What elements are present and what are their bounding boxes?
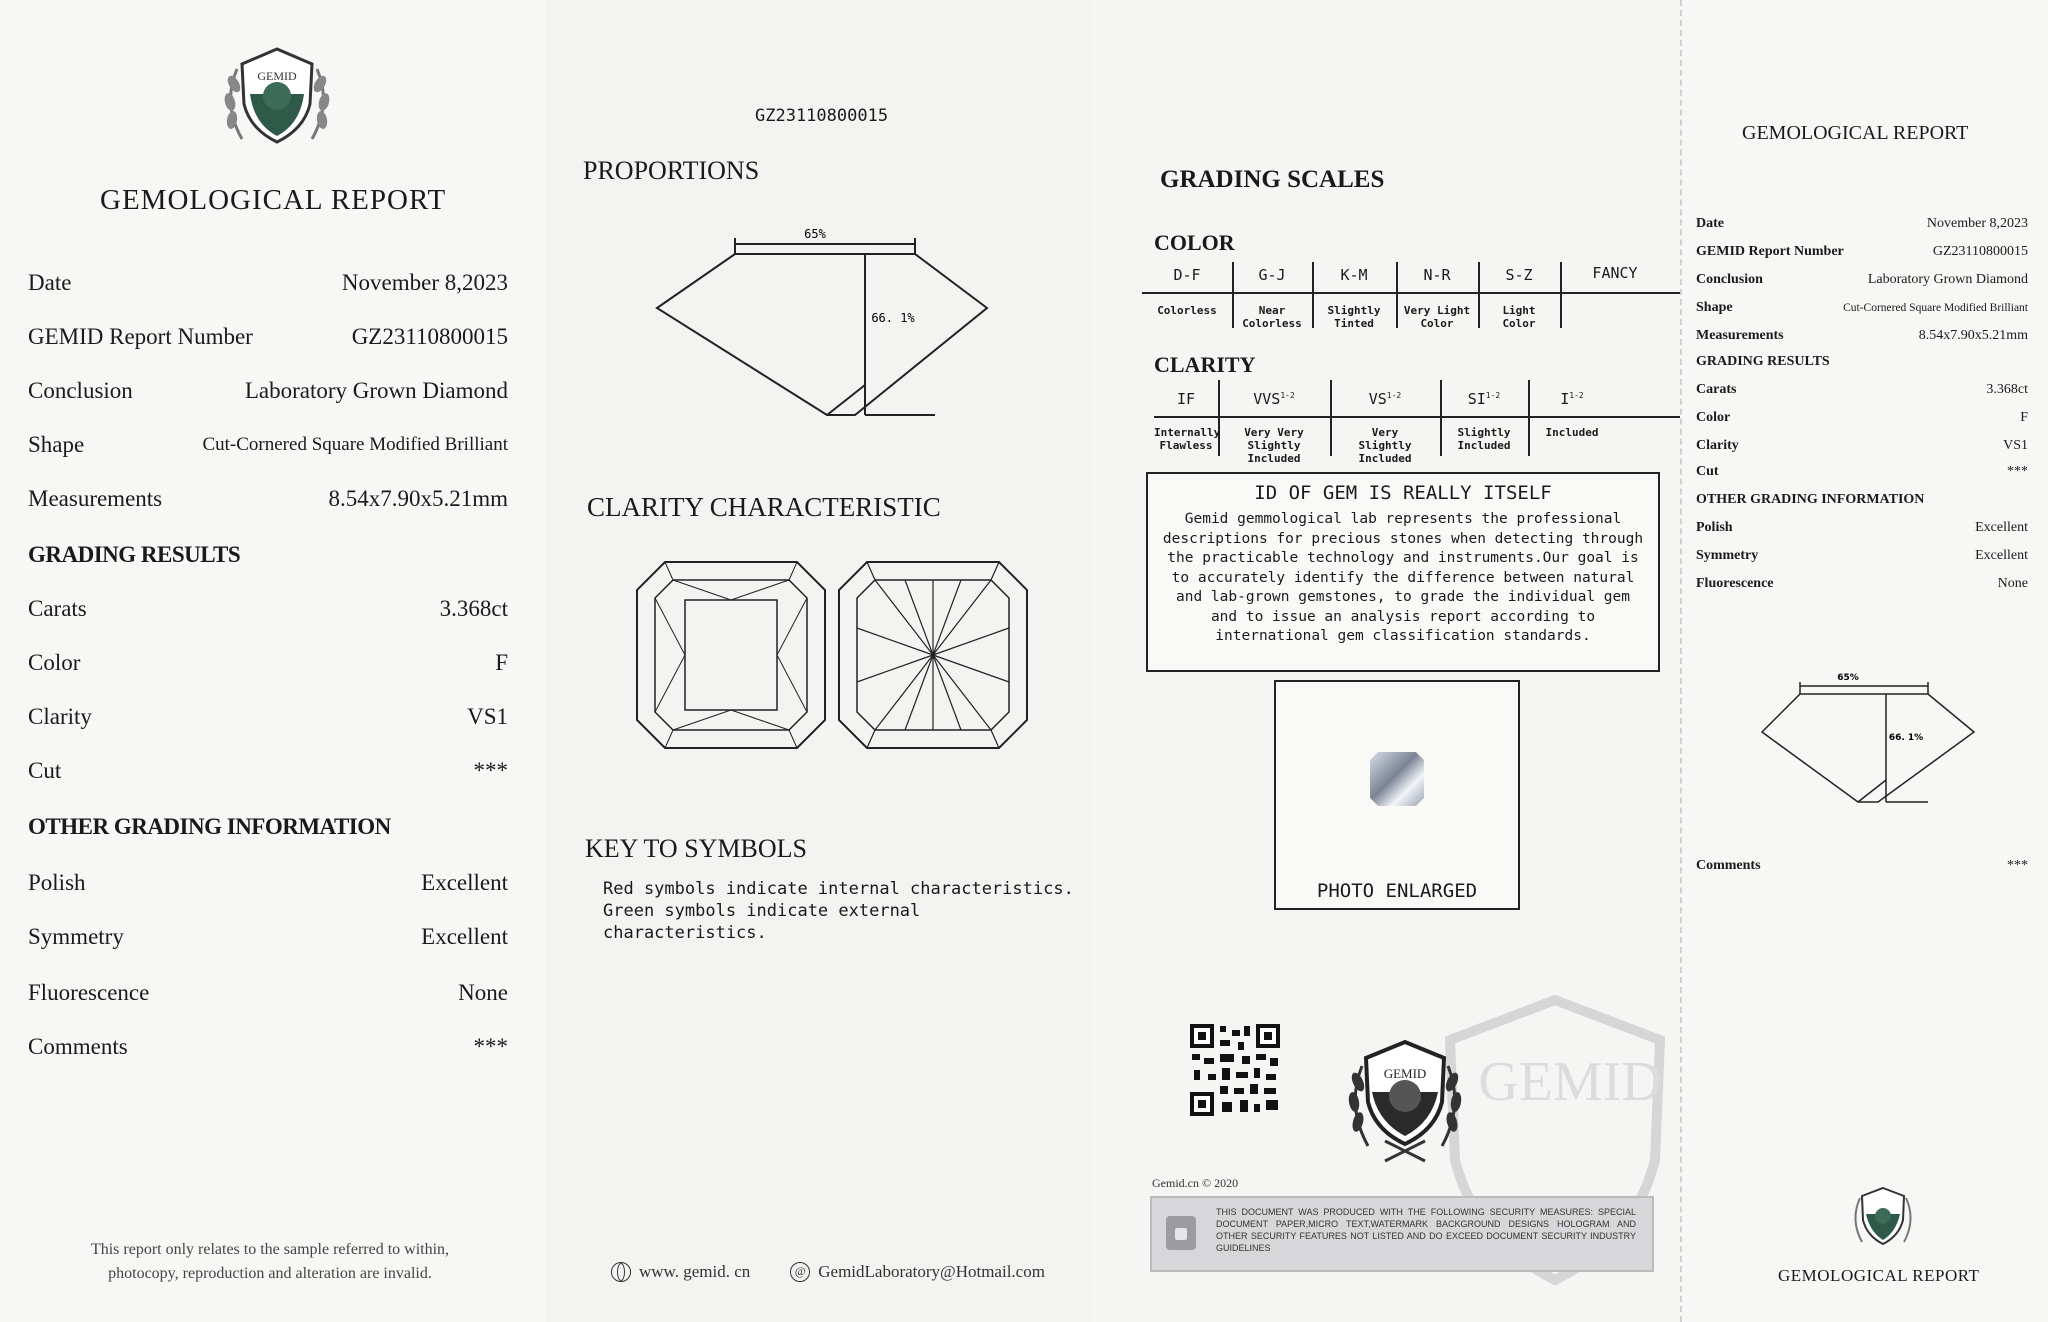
security-strip [1150,1196,1654,1272]
color-scale [1142,258,1716,338]
color-code-sz: S-Z [1505,266,1533,284]
color-desc-km: Slightly Tinted [1327,304,1381,330]
svg-text:GEMID: GEMID [1383,1066,1427,1081]
clarity-desc-vs: Very Slightly Included [1358,426,1412,465]
color-desc-nr: Very Light Color [1403,304,1471,330]
proportions-diagram [655,220,1055,430]
grading-scales-heading: GRADING SCALES [1160,166,1385,193]
disclaimer: This report only relates to the sample referred to within, photocopy, reproduction and alteration are invalid. [90,1241,450,1282]
photo-enlarged-box [1274,680,1520,910]
id-statement-title: ID OF GEM IS REALLY ITSELF [1254,482,1552,504]
color-desc-df: Colorless [1157,304,1217,317]
pavilion-view-diagram [835,558,1031,752]
clarity-code-i: $I^{1-2}$ [1560,390,1584,408]
color-code-fancy: FANCY [1592,264,1638,282]
color-scale-heading: COLOR [1154,230,1235,255]
clarity-code-si: SI$^{1-2}$ [1467,390,1501,408]
key-to-symbols-heading: KEY TO SYMBOLS [585,834,808,863]
clarity-code-vs: VS$^{1-2}$ [1368,390,1402,408]
clarity-code-vvs: VVS$^{1-2}$ [1253,390,1295,408]
clarity-scale [1154,378,1710,465]
flap-proportions-diagram [1758,668,1978,818]
clarity-characteristic-heading: CLARITY CHARACTERISTIC [587,492,941,522]
clarity-desc-vvs: Very Very Slightly Included [1244,426,1304,465]
summary-flap-panel: GEMOLOGICAL REPORT Date November 8,2023 GEMID Report Number GZ23110800015 Conclusion Laboratory Grown Diamond Shape Cut-Cornered Square Modified Brilliant Measurements 8.54x7.90x5.21mm GRADING RESULTS Carats 3.368ct Color F Clarity VS1 Cut *** OTHER GRADING INFORMATION Polish Excellent Symmetry Excellent Fluorescence None 65% 66. 1% Comments *** GEMOLOGICAL REPORT [1680,0,2048,1322]
lock-icon [1166,1216,1196,1250]
color-code-df: D-F [1173,266,1201,284]
flap-title: GEMOLOGICAL REPORT [1742,122,1969,144]
table-percent-label: 65% [804,227,826,241]
flap-table-percent-label: 65% [1837,673,1859,683]
copyright: Gemid.cn © 2020 [1152,1176,1239,1190]
report-title: GEMOLOGICAL REPORT [100,184,447,216]
website-link[interactable]: www. gemid. cn [639,1262,751,1281]
security-text: THIS DOCUMENT WAS PRODUCED WITH THE FOLLOWING SECURITY MEASURES: SPECIAL DOCUMENT PAPER,MICRO TEXT,WATERMARK BACKGROUND DESIGNS HOLOGRAM AND OTHER SECURITY FEATURES NOT LISTED AND DO EXCEED DOCUMENT SECURITY INDUSTRY GUIDELINES [1216,1207,1636,1253]
crown-view-diagram [633,558,829,752]
flap-other-grading-heading: OTHER GRADING INFORMATION [1696,492,1925,507]
grading-scales-panel [1090,0,1680,1322]
key-to-symbols-text: Red symbols indicate internal characteristics. Green symbols indicate external characteristics. [603,879,1074,943]
flap-grading-results-heading: GRADING RESULTS [1696,354,1830,369]
contact-line [611,1262,1045,1282]
proportions-heading: PROPORTIONS [583,156,760,185]
email-link[interactable]: GemidLaboratory@Hotmail.com [818,1262,1045,1281]
color-code-km: K-M [1340,266,1368,284]
email-icon: @ [790,1262,810,1282]
qr-code[interactable] [1190,1024,1280,1116]
clarity-desc-si: Slightly Included [1457,426,1511,452]
color-desc-sz: Light Color [1502,304,1536,330]
report-number-header: GZ23110800015 [755,106,889,126]
proportions-panel [545,0,1090,1322]
clarity-desc-i: Included [1545,426,1599,439]
gemid-seal-logo [1340,1036,1470,1166]
globe-icon [611,1262,631,1282]
grading-results-heading: GRADING RESULTS [28,542,241,567]
flap-logo [1848,1184,1918,1250]
color-desc-gj: Near Colorless [1242,304,1302,330]
id-statement-text: Gemid gemmological lab represents the professional descriptions for precious stones when detecting through the practicable technology and instruments.Our goal is to accurately identify the difference between natural and lab-grown gemstones, to grade the individual gem and to issue an analysis report according to international gem classification standards. [1162,511,1644,644]
svg-text:GEMID: GEMID [257,69,297,83]
id-statement-box [1146,472,1660,672]
gemid-logo [212,44,342,154]
report-summary-panel: GEMID GEMOLOGICAL REPORT Date November 8,2023 GEMID Report Number GZ23110800015 Conclusion Laboratory Grown Diamond Shape Cut-Cornered Square Modified Brilliant Measurements 8.54x7.90x5.21mm GRADING RESULTS Carats 3.368ct Color F Clarity VS1 Cut *** OTHER GRADING INFORMATION Polish Excellent Symmetry Excellent Fluorescence None Comments *** This report only relates to the sample referred to within, photocopy, reproduction and alteration are invalid. [0,0,545,1322]
clarity-scale-heading: CLARITY [1154,352,1256,377]
depth-percent-label: 66. 1% [871,311,915,325]
other-grading-heading: OTHER GRADING INFORMATION [28,814,391,839]
color-code-gj: G-J [1258,266,1286,284]
photo-enlarged-label: PHOTO ENLARGED [1316,880,1478,902]
flap-depth-percent-label: 66. 1% [1888,733,1924,743]
clarity-code-if: IF [1176,390,1196,408]
color-code-nr: N-R [1423,266,1451,284]
flap-footer-title: GEMOLOGICAL REPORT [1778,1266,1980,1285]
svg-text:GEMID: GEMID [1478,1051,1662,1113]
clarity-desc-if: Internally Flawless [1154,426,1221,452]
diamond-photo [1370,752,1424,806]
